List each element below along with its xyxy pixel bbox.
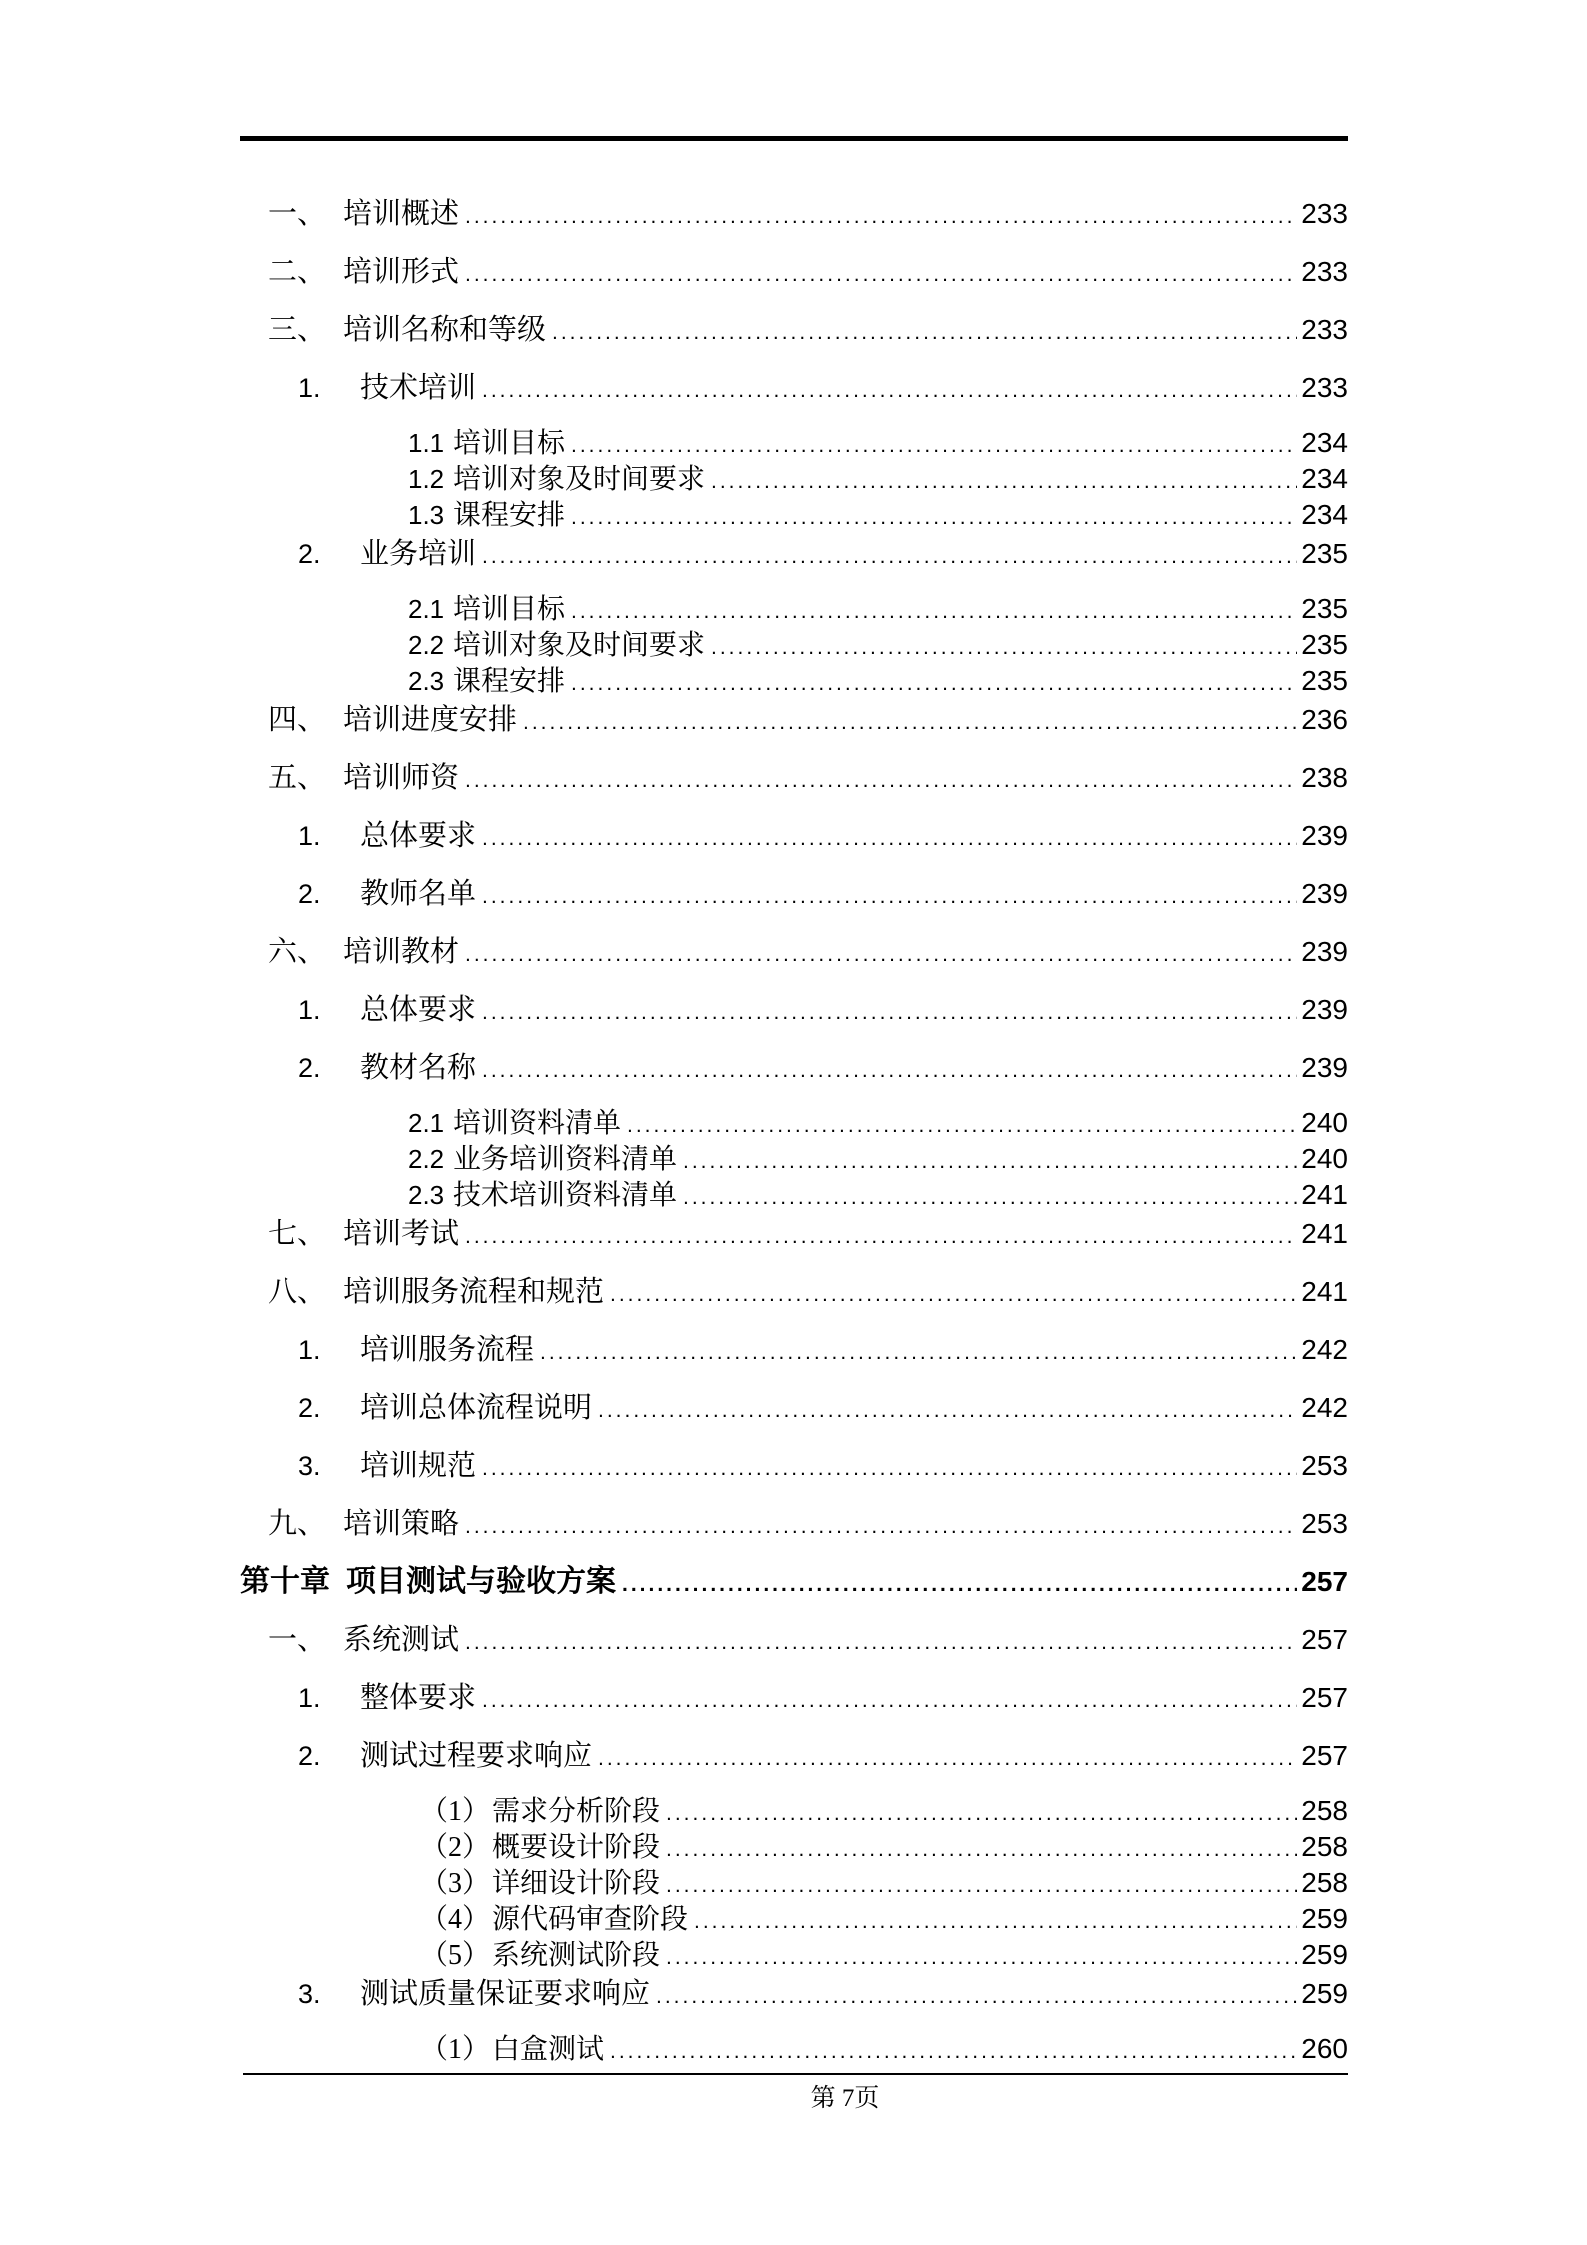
toc-entry-title: 培训教材 [343, 936, 460, 968]
toc-entry-number: 三、 [268, 314, 327, 346]
toc-entry[interactable] [240, 1622, 1348, 1658]
toc-entry-page: 235 [1301, 665, 1348, 696]
toc-entry[interactable] [240, 1448, 1348, 1484]
toc-entry-title: 培训策略 [343, 1508, 460, 1540]
toc-entry-page: 233 [1301, 198, 1348, 229]
toc-entry-number: 3. [298, 1979, 321, 2009]
toc-entry[interactable] [240, 1829, 1348, 1865]
toc-list [240, 196, 1348, 2067]
toc-entry[interactable] [240, 254, 1348, 290]
toc-entry-number: 一、 [268, 1624, 327, 1656]
dot-leader [465, 934, 1297, 973]
toc-entry[interactable] [240, 1793, 1348, 1829]
toc-entry-page: 238 [1301, 762, 1348, 793]
dot-leader [683, 1142, 1297, 1180]
dot-leader [482, 1680, 1297, 1719]
toc-entry-number: 一、 [268, 198, 327, 230]
toc-entry-title: 培训对象及时间要求 [453, 464, 706, 495]
dot-leader [571, 426, 1297, 464]
toc-entry-title: 培训目标 [453, 594, 566, 625]
dot-leader [666, 1938, 1297, 1976]
toc-entry-title: 业务培训 [360, 538, 477, 570]
toc-entry-number: 1.1 [408, 428, 445, 458]
dot-leader [465, 1216, 1297, 1255]
toc-entry-page: 257 [1301, 1566, 1348, 1597]
toc-entry[interactable] [240, 1177, 1348, 1213]
dot-leader [694, 1902, 1297, 1940]
toc-entry-number: 1. [298, 995, 321, 1025]
dot-leader [465, 1506, 1297, 1545]
toc-entry-number: 2. [298, 1741, 321, 1771]
footer-rule [243, 2073, 1348, 2075]
toc-entry-number: 2.2 [408, 1144, 445, 1174]
dot-leader [482, 536, 1297, 575]
toc-entry-number: 1. [298, 1335, 321, 1365]
toc-entry-title: 培训概述 [343, 198, 460, 230]
toc-entry-number: 2.3 [408, 666, 445, 696]
toc-entry[interactable] [240, 1564, 1348, 1600]
toc-entry-number: 2. [298, 1053, 321, 1083]
toc-entry-number: （2） [420, 1832, 491, 1863]
dot-leader [465, 254, 1297, 293]
toc-entry[interactable] [240, 370, 1348, 406]
toc-entry-number: （1） [420, 1796, 491, 1827]
dot-leader [571, 592, 1297, 630]
dot-leader [482, 876, 1297, 915]
toc-entry[interactable] [240, 2031, 1348, 2067]
toc-entry-title: 课程安排 [453, 500, 566, 531]
toc-entry-title: 培训服务流程和规范 [343, 1276, 605, 1308]
dot-leader [598, 1738, 1297, 1777]
toc-entry-title: 概要设计阶段 [492, 1832, 661, 1863]
toc-entry-page: 242 [1301, 1392, 1348, 1423]
toc-entry-page: 257 [1301, 1624, 1348, 1655]
toc-entry-page: 233 [1301, 314, 1348, 345]
header-rule [240, 136, 1348, 141]
toc-entry-title: 培训服务流程 [360, 1334, 535, 1366]
dot-leader [656, 1976, 1297, 2015]
toc-entry-number: 二、 [268, 256, 327, 288]
dot-leader [482, 1448, 1297, 1487]
toc-entry-number: 2.2 [408, 630, 445, 660]
toc-entry-page: 233 [1301, 372, 1348, 403]
toc-entry-title: 详细设计阶段 [492, 1868, 661, 1899]
toc-entry-page: 239 [1301, 936, 1348, 967]
toc-entry[interactable] [240, 1332, 1348, 1368]
toc-entry[interactable] [240, 663, 1348, 699]
toc-entry[interactable] [240, 196, 1348, 232]
toc-entry-page: 235 [1301, 538, 1348, 569]
toc-entry-page: 259 [1301, 1978, 1348, 2009]
dot-leader [598, 1390, 1297, 1429]
toc-entry-title: 项目测试与验收方案 [346, 1565, 616, 1598]
toc-entry-title: 总体要求 [360, 994, 477, 1026]
toc-entry[interactable] [240, 1274, 1348, 1310]
toc-entry[interactable] [240, 1216, 1348, 1252]
toc-entry-title: 教材名称 [360, 1052, 477, 1084]
toc-entry[interactable] [240, 1937, 1348, 1973]
toc-entry-page: 235 [1301, 629, 1348, 660]
toc-entry[interactable] [240, 1105, 1348, 1141]
toc-entry[interactable] [240, 1865, 1348, 1901]
toc-entry[interactable] [240, 1141, 1348, 1177]
dot-leader [482, 370, 1297, 409]
toc-entry-title: 课程安排 [453, 666, 566, 697]
toc-entry-page: 241 [1301, 1276, 1348, 1307]
toc-entry-page: 236 [1301, 704, 1348, 735]
toc-entry-number: 1.2 [408, 464, 445, 494]
dot-leader [540, 1332, 1297, 1371]
toc-entry-title: 白盒测试 [492, 2034, 605, 2065]
dot-leader [622, 1564, 1297, 1603]
toc-entry-number: 1. [298, 821, 321, 851]
toc-entry[interactable] [240, 312, 1348, 348]
toc-entry[interactable] [240, 992, 1348, 1028]
toc-entry-number: 3. [298, 1451, 321, 1481]
dot-leader [552, 312, 1297, 351]
toc-entry[interactable] [240, 591, 1348, 627]
toc-entry-page: 240 [1301, 1143, 1348, 1174]
toc-entry-page: 260 [1301, 2033, 1348, 2064]
toc-entry-title: 整体要求 [360, 1682, 477, 1714]
toc-entry-page: 235 [1301, 593, 1348, 624]
toc-entry-title: 技术培训资料清单 [453, 1180, 678, 1211]
toc-entry[interactable] [240, 1050, 1348, 1086]
toc-entry-number: （5） [420, 1940, 491, 1971]
toc-entry-number: 四、 [268, 704, 327, 736]
dot-leader [482, 818, 1297, 857]
toc-entry[interactable] [240, 497, 1348, 533]
toc-entry[interactable] [240, 1390, 1348, 1426]
toc-entry-title: 系统测试阶段 [492, 1940, 661, 1971]
dot-leader [711, 462, 1297, 500]
toc-entry-title: 业务培训资料清单 [453, 1144, 678, 1175]
toc-entry-number: 七、 [268, 1218, 327, 1250]
toc-entry[interactable] [240, 702, 1348, 738]
toc-entry[interactable] [240, 1506, 1348, 1542]
toc-entry-title: 需求分析阶段 [492, 1796, 661, 1827]
dot-leader [482, 1050, 1297, 1089]
toc-entry[interactable] [240, 461, 1348, 497]
dot-leader [571, 498, 1297, 536]
toc-entry-number: 八、 [268, 1276, 327, 1308]
toc-entry-title: 培训考试 [343, 1218, 460, 1250]
dot-leader [523, 702, 1297, 741]
toc-entry-number: 1.3 [408, 500, 445, 530]
toc-entry-title: 培训规范 [360, 1450, 477, 1482]
dot-leader [610, 2032, 1297, 2070]
dot-leader [683, 1178, 1297, 1216]
toc-entry-title: 教师名单 [360, 878, 477, 910]
toc-entry[interactable] [240, 760, 1348, 796]
toc-entry-page: 233 [1301, 256, 1348, 287]
dot-leader [465, 196, 1297, 235]
toc-entry-page: 241 [1301, 1179, 1348, 1210]
dot-leader [465, 1622, 1297, 1661]
toc-entry-number: 五、 [268, 762, 327, 794]
toc-entry-page: 239 [1301, 820, 1348, 851]
toc-entry-title: 培训目标 [453, 428, 566, 459]
toc-entry-page: 253 [1301, 1508, 1348, 1539]
dot-leader [465, 760, 1297, 799]
toc-entry-page: 253 [1301, 1450, 1348, 1481]
toc-entry-title: 培训资料清单 [453, 1108, 622, 1139]
toc-entry-title: 系统测试 [343, 1624, 460, 1656]
dot-leader [482, 992, 1297, 1031]
toc-entry-number: 2. [298, 1393, 321, 1423]
toc-entry-number: （4） [420, 1904, 491, 1935]
toc-entry[interactable] [240, 1976, 1348, 2012]
toc-entry-title: 培训进度安排 [343, 704, 518, 736]
toc-entry-page: 234 [1301, 427, 1348, 458]
toc-entry-page: 258 [1301, 1795, 1348, 1826]
toc-entry-number: （3） [420, 1868, 491, 1899]
toc-entry-title: 源代码审查阶段 [492, 1904, 689, 1935]
toc-entry-page: 239 [1301, 994, 1348, 1025]
footer-page-number: 第 7页 [810, 2085, 880, 2112]
toc-entry[interactable] [240, 934, 1348, 970]
toc-entry[interactable] [240, 627, 1348, 663]
toc-entry-number: 2. [298, 879, 321, 909]
toc-entry-number: 1. [298, 373, 321, 403]
dot-leader [571, 664, 1297, 702]
toc-entry-title: 培训形式 [343, 256, 460, 288]
dot-leader [610, 1274, 1297, 1313]
toc-entry-page: 239 [1301, 878, 1348, 909]
toc-entry-number: 2. [298, 539, 321, 569]
toc-entry[interactable] [240, 536, 1348, 572]
toc-entry-title: 培训总体流程说明 [360, 1392, 593, 1424]
toc-entry[interactable] [240, 1901, 1348, 1937]
toc-entry-page: 258 [1301, 1867, 1348, 1898]
toc-entry-number: 2.3 [408, 1180, 445, 1210]
toc-entry-page: 239 [1301, 1052, 1348, 1083]
toc-entry-number: 2.1 [408, 1108, 445, 1138]
toc-entry-title: 总体要求 [360, 820, 477, 852]
toc-entry-title: 测试过程要求响应 [360, 1740, 593, 1772]
toc-entry-page: 259 [1301, 1939, 1348, 1970]
toc-entry-title: 培训对象及时间要求 [453, 630, 706, 661]
toc-entry[interactable] [240, 1680, 1348, 1716]
toc-entry-page: 240 [1301, 1107, 1348, 1138]
toc-entry-title: 技术培训 [360, 372, 477, 404]
toc-entry-page: 257 [1301, 1740, 1348, 1771]
toc-entry[interactable] [240, 818, 1348, 854]
toc-entry-number: 1. [298, 1683, 321, 1713]
toc-entry-number: （1） [420, 2034, 491, 2065]
toc-entry-title: 测试质量保证要求响应 [360, 1978, 651, 2010]
toc-entry-page: 234 [1301, 463, 1348, 494]
toc-entry-page: 259 [1301, 1903, 1348, 1934]
dot-leader [666, 1794, 1297, 1832]
toc-entry[interactable] [240, 425, 1348, 461]
toc-entry[interactable] [240, 876, 1348, 912]
dot-leader [666, 1866, 1297, 1904]
toc-entry-title: 培训名称和等级 [343, 314, 547, 346]
toc-entry-page: 242 [1301, 1334, 1348, 1365]
toc-entry-page: 258 [1301, 1831, 1348, 1862]
toc-entry[interactable] [240, 1738, 1348, 1774]
toc-entry-number: 2.1 [408, 594, 445, 624]
toc-entry-number: 九、 [268, 1508, 327, 1540]
toc-entry-page: 234 [1301, 499, 1348, 530]
toc-entry-page: 241 [1301, 1218, 1348, 1249]
toc-entry-title: 培训师资 [343, 762, 460, 794]
toc-entry-number: 第十章 [240, 1565, 330, 1598]
dot-leader [711, 628, 1297, 666]
dot-leader [627, 1106, 1297, 1144]
toc-entry-page: 257 [1301, 1682, 1348, 1713]
dot-leader [666, 1830, 1297, 1868]
toc-entry-number: 六、 [268, 936, 327, 968]
